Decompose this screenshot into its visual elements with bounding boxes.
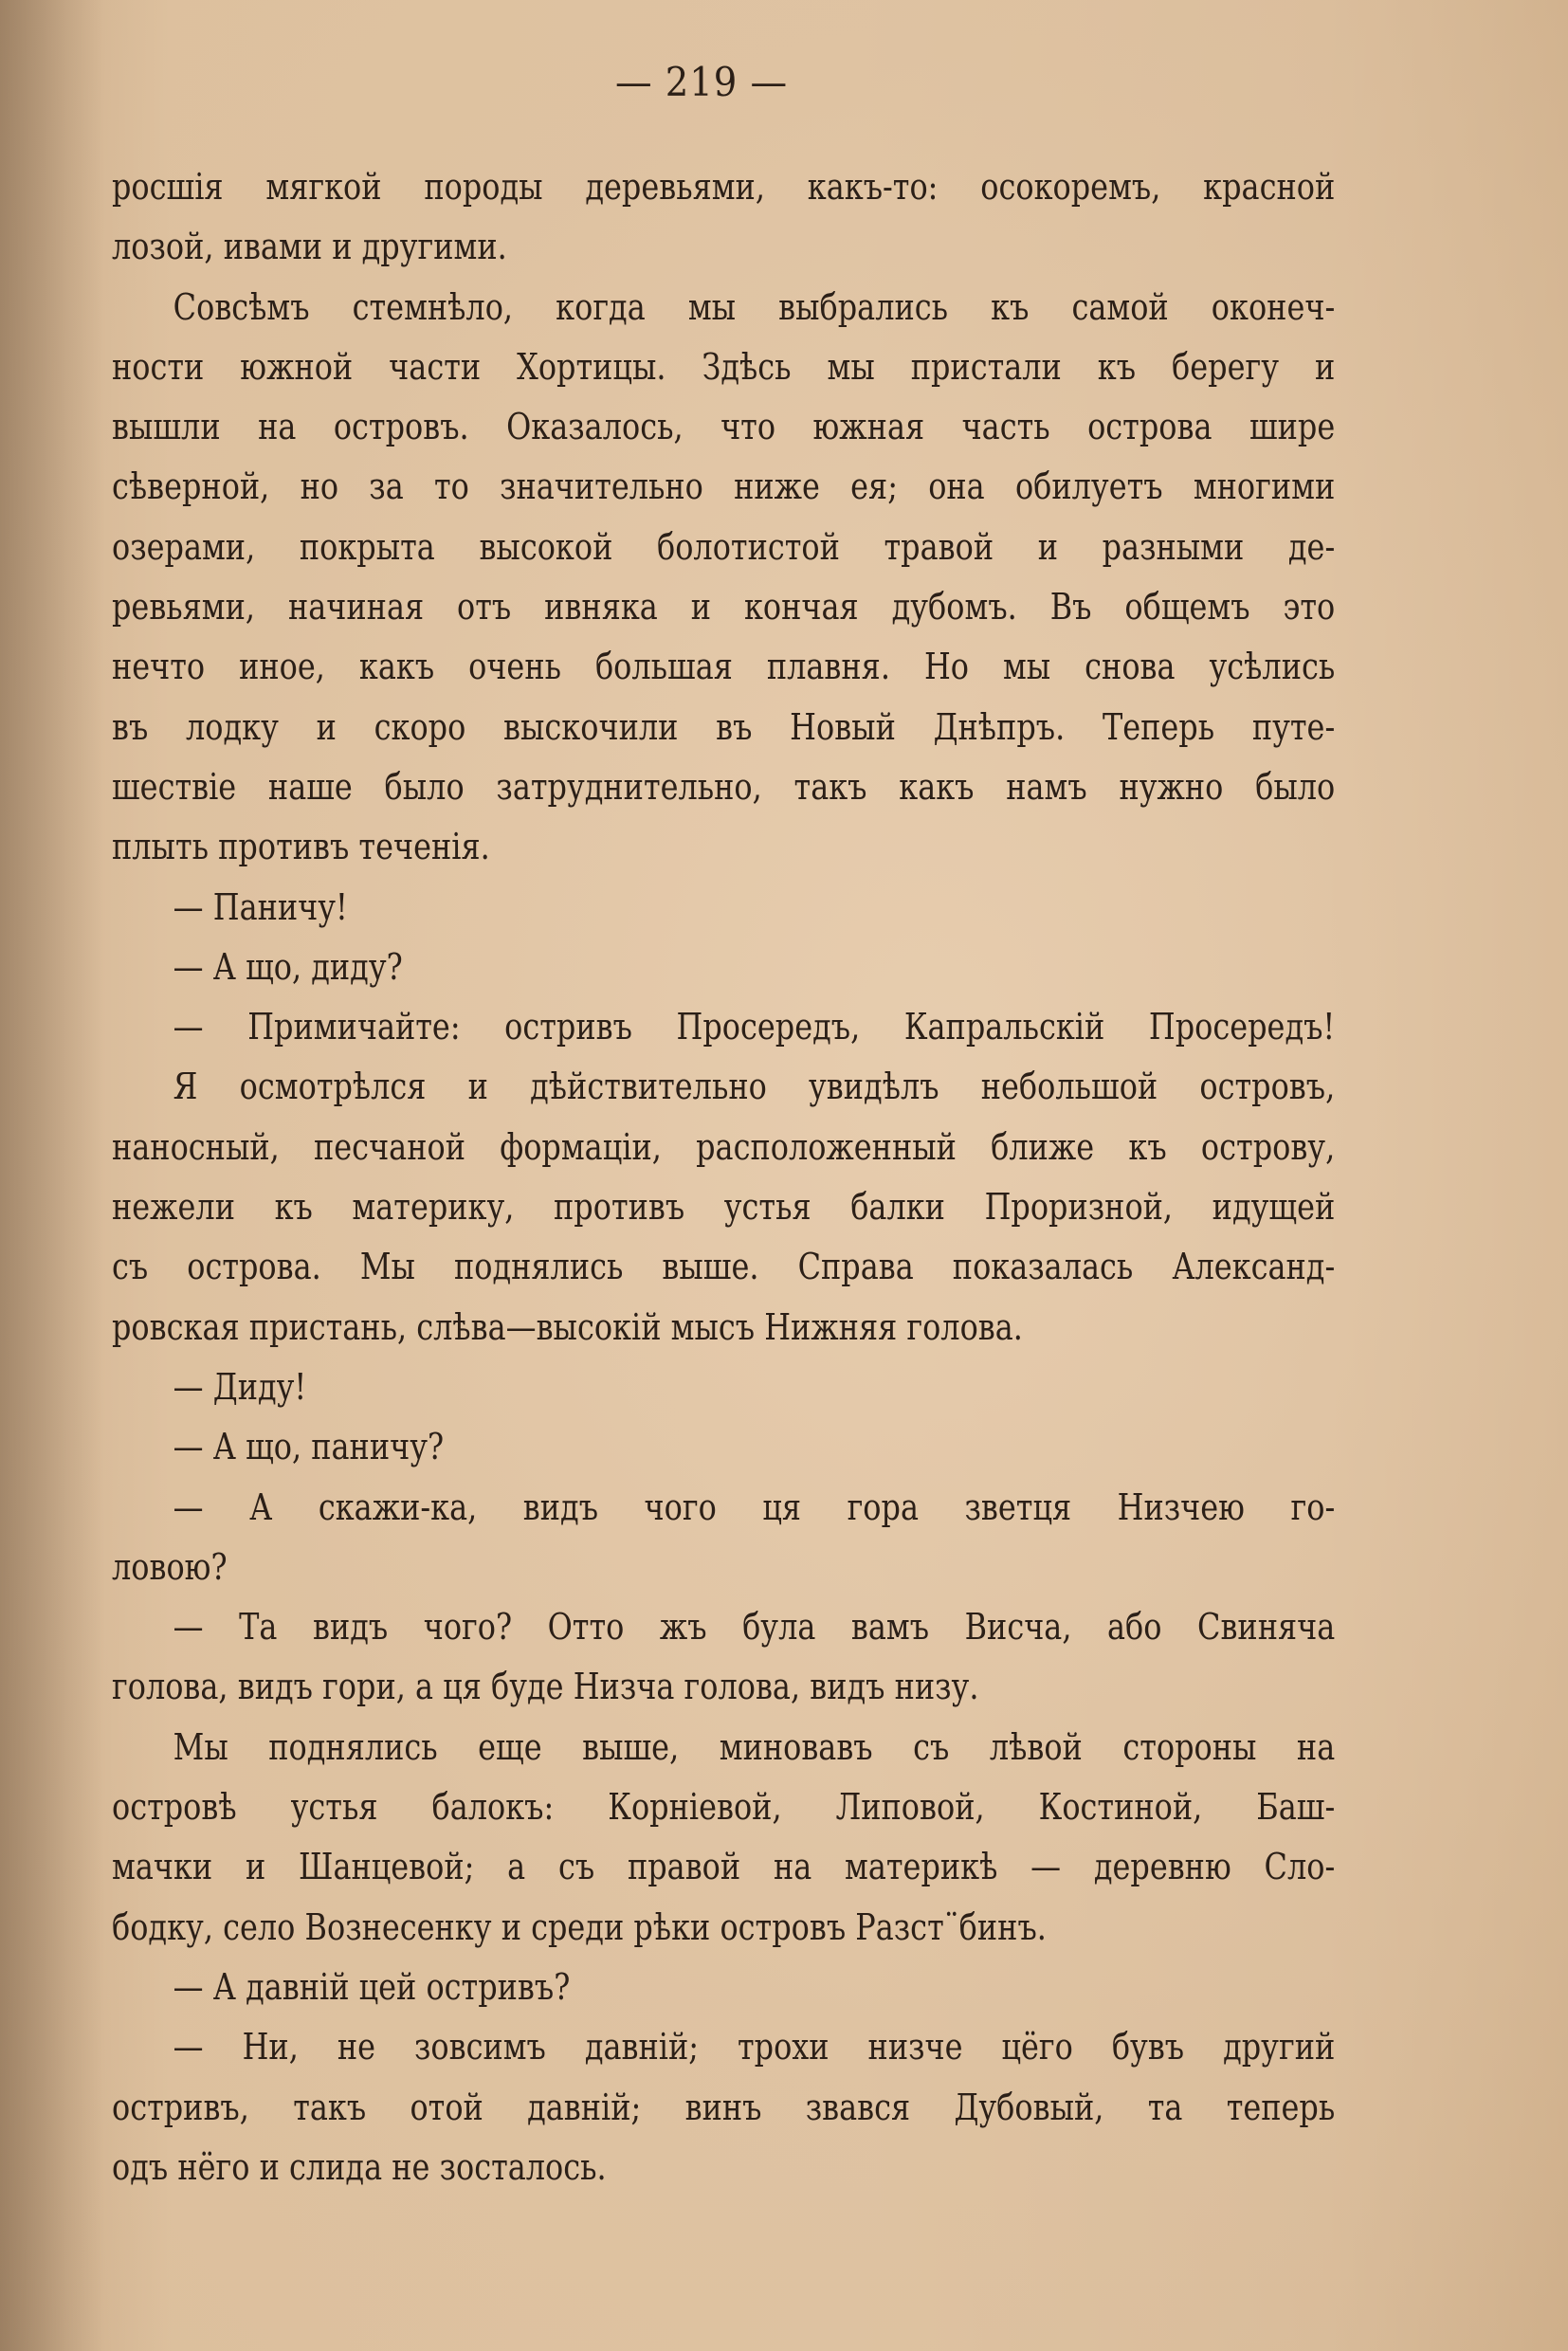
text-line: — А давній цей остривъ? [173,1965,571,2008]
text-line: — Ни, не зовсимъ давній; трохи низче цёго бувъ другий [173,2026,1336,2069]
text-line: наносный, песчаной формаціи, расположенный ближе къ острову, [112,1125,1336,1168]
text-line: вышли на островъ. Оказалось, что южная часть острова шире [112,406,1336,448]
text-line: мачки и Шанцевой; а съ правой на материкѣ — деревню Сло- [112,1846,1336,1888]
text-line: — Паничу! [173,885,348,928]
text-line: ловою? [112,1545,228,1588]
text-line: нечто иное, какъ очень большая плавня. Но мы снова усѣлись [112,646,1336,688]
text-line: нежели къ материку, противъ устья балки Проризной, идущей [112,1186,1336,1229]
text-line: — А скажи-ка, видъ чого ця гора зветця Низчею го- [173,1485,1336,1528]
spine-shadow [0,0,104,2351]
text-line: лозой, ивами и другими. [112,226,507,268]
text-line: въ лодку и скоро выскочили въ Новый Днѣпръ. Теперь путе- [112,705,1336,748]
text-line: голова, видъ гори, а ця буде Низча голова, видъ низу. [112,1666,979,1708]
text-line: съ острова. Мы поднялись выше. Справа показалась Александ- [112,1246,1336,1288]
text-line: плыть противъ теченія. [112,826,490,868]
text-line: остривъ, такъ отой давній; винъ звався Дубовый, та теперь [112,2086,1336,2128]
text-line: шествіе наше было затруднительно, такъ какъ намъ нужно было [112,765,1336,808]
text-line: ревьями, начиная отъ ивняка и кончая дубомъ. Въ общемъ это [112,586,1336,629]
text-line: Мы поднялись еще выше, миновавъ съ лѣвой стороны на [173,1725,1336,1768]
text-line: — А що, паничу? [173,1426,445,1468]
text-line: сѣверной, но за то значительно ниже ея; она обилуетъ многими [112,465,1336,508]
text-line: бодку, село Вознесенку и среди рѣки островъ Разст¨бинъ. [112,1905,1047,1948]
text-line: ровская пристань, слѣва—высокій мысъ Нижняя голова. [112,1305,1023,1348]
text-line: одъ нёго и слида не зосталось. [112,2145,607,2188]
text-line: ности южной части Хортицы. Здѣсь мы пристали къ берегу и [112,345,1336,388]
text-line: — А що, диду? [173,945,403,988]
text-line: Совсѣмъ стемнѣло, когда мы выбрались къ самой оконеч- [173,285,1336,328]
text-line: островѣ устья балокъ: Корніевой, Липовой, Костиной, Баш- [112,1786,1336,1829]
text-line: — Диду! [173,1365,307,1408]
text-line: озерами, покрыта высокой болотистой травой и разными де- [112,525,1336,568]
body-text [112,157,1335,2197]
text-line: — Та видъ чого? Отто жъ була вамъ Висча, або Свиняча [173,1606,1336,1649]
text-line: Я осмотрѣлся и дѣйствительно увидѣлъ небольшой островъ, [173,1066,1336,1108]
text-line: росшія мягкой породы деревьями, какъ-то: осокоремъ, красной [112,166,1336,208]
page-number: — 219 — [614,59,789,105]
text-line: — Примичайте: остривъ Просередъ, Капральскій Просередъ! [173,1006,1336,1048]
